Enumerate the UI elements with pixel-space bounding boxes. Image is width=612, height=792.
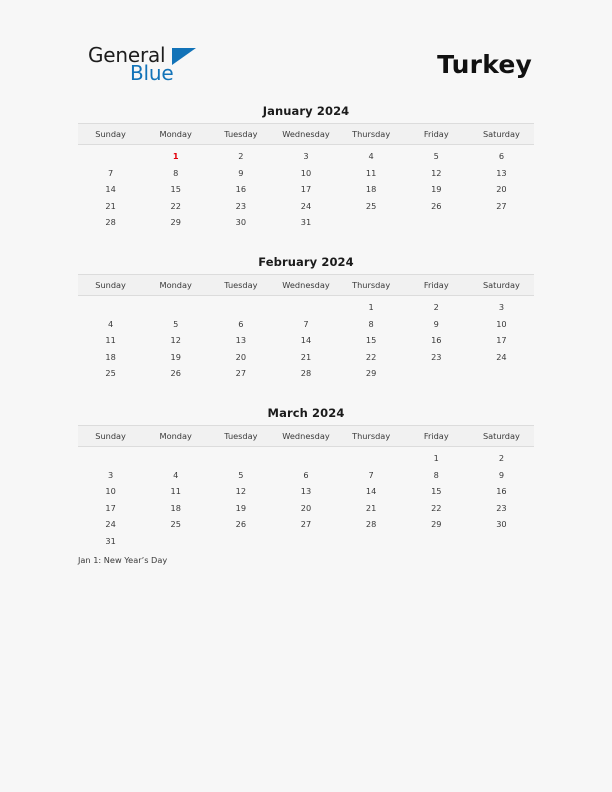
weekday-header-saturday: Saturday <box>469 124 534 145</box>
weekday-header-tuesday: Tuesday <box>208 274 273 295</box>
day-cell[interactable]: 27 <box>300 519 312 530</box>
weekday-header-tuesday: Tuesday <box>208 425 273 446</box>
day-cell[interactable]: 9 <box>498 469 505 480</box>
month-list <box>0 104 612 574</box>
day-cell[interactable]: 9 <box>433 318 439 329</box>
weekday-header-sunday: Sunday <box>78 274 143 295</box>
day-cell[interactable]: 2 <box>498 452 505 463</box>
day-cell[interactable]: 29 <box>170 217 181 228</box>
weekday-header-saturday: Saturday <box>469 274 534 295</box>
day-cell-empty <box>208 295 273 315</box>
day-cell-empty <box>273 533 338 550</box>
week-row <box>78 165 534 182</box>
week-row <box>78 365 534 382</box>
month-block <box>78 406 534 550</box>
day-cell[interactable]: 18 <box>170 502 181 513</box>
day-cell[interactable]: 21 <box>300 351 312 362</box>
day-cell[interactable]: 18 <box>365 184 377 195</box>
page-header <box>0 38 612 96</box>
day-cell[interactable]: 11 <box>170 486 181 497</box>
weekday-header-wednesday: Wednesday <box>273 274 338 295</box>
day-cell-empty <box>78 295 143 315</box>
day-cell[interactable]: 24 <box>105 519 116 530</box>
day-cell-empty <box>273 295 338 315</box>
day-cell[interactable]: 25 <box>170 519 181 530</box>
day-cell-empty <box>339 533 404 550</box>
day-cell-empty <box>143 295 208 315</box>
day-cell[interactable]: 22 <box>431 502 442 513</box>
day-cell[interactable]: 23 <box>235 200 247 211</box>
day-cell[interactable]: 24 <box>300 200 312 211</box>
day-cell[interactable]: 22 <box>365 351 377 362</box>
day-cell[interactable]: 22 <box>170 200 181 211</box>
day-cell-empty <box>339 446 404 466</box>
week-row <box>78 198 534 215</box>
day-cell[interactable]: 8 <box>433 469 439 480</box>
day-cell-empty <box>339 214 404 231</box>
day-cell[interactable]: 25 <box>365 200 377 211</box>
day-cell[interactable]: 23 <box>431 351 442 362</box>
weekday-header-monday: Monday <box>143 425 208 446</box>
day-cell[interactable]: 27 <box>235 368 247 379</box>
day-cell[interactable]: 21 <box>105 200 116 211</box>
weekday-header-monday: Monday <box>143 274 208 295</box>
weekday-header-tuesday: Tuesday <box>208 124 273 145</box>
month-block <box>78 104 534 231</box>
day-cell[interactable]: 16 <box>431 335 442 346</box>
weekday-header-thursday: Thursday <box>339 124 404 145</box>
weekday-header-friday: Friday <box>404 425 469 446</box>
weekday-header-saturday: Saturday <box>469 425 534 446</box>
weekday-header-monday: Monday <box>143 124 208 145</box>
weekday-header-thursday: Thursday <box>339 274 404 295</box>
weekday-header-wednesday: Wednesday <box>273 124 338 145</box>
day-cell[interactable]: 28 <box>365 519 377 530</box>
day-cell[interactable]: 19 <box>431 184 442 195</box>
day-cell[interactable]: 26 <box>170 368 181 379</box>
day-cell[interactable]: 14 <box>105 184 116 195</box>
day-cell[interactable]: 30 <box>496 519 507 530</box>
week-row <box>78 181 534 198</box>
day-cell[interactable]: 14 <box>300 335 312 346</box>
holiday-note: Jan 1: New Year’s Day <box>78 555 168 565</box>
day-cell[interactable]: 2 <box>433 301 439 312</box>
day-cell[interactable]: 10 <box>300 167 312 178</box>
day-cell-empty <box>208 533 273 550</box>
day-cell[interactable]: 16 <box>496 486 507 497</box>
day-cell[interactable]: 5 <box>173 318 179 329</box>
day-cell[interactable]: 3 <box>107 469 114 480</box>
month-title: February 2024 <box>258 254 354 269</box>
day-cell[interactable]: 28 <box>300 368 312 379</box>
month-title: March 2024 <box>267 405 345 420</box>
logo-text-blue: Blue <box>130 61 174 85</box>
day-cell[interactable]: 31 <box>105 535 116 546</box>
week-row <box>78 316 534 333</box>
week-row <box>78 516 534 533</box>
week-row <box>78 332 534 349</box>
day-cell[interactable]: 28 <box>105 217 116 228</box>
page-title: Turkey <box>437 50 532 79</box>
day-cell[interactable]: 24 <box>496 351 507 362</box>
day-cell[interactable]: 25 <box>105 368 116 379</box>
week-row <box>78 295 534 315</box>
day-cell[interactable]: 23 <box>496 502 507 513</box>
holiday-notes <box>78 554 534 567</box>
day-cell[interactable]: 30 <box>235 217 247 228</box>
day-cell[interactable]: 7 <box>107 167 114 178</box>
day-cell[interactable]: 4 <box>173 469 179 480</box>
day-cell[interactable]: 3 <box>498 301 505 312</box>
day-cell[interactable]: 12 <box>170 335 181 346</box>
weekday-header-sunday: Sunday <box>78 124 143 145</box>
week-row <box>78 467 534 484</box>
day-cell[interactable]: 1 <box>368 301 374 312</box>
day-cell-empty <box>469 365 534 382</box>
day-cell[interactable]: 3 <box>303 151 309 161</box>
month-block <box>78 255 534 382</box>
day-cell-empty <box>469 214 534 231</box>
weekday-header-thursday: Thursday <box>339 425 404 446</box>
day-cell[interactable]: 21 <box>365 502 377 513</box>
weekday-header-row <box>78 124 534 145</box>
week-row <box>78 500 534 517</box>
day-cell-empty <box>143 533 208 550</box>
day-cell[interactable]: 5 <box>433 151 439 161</box>
month-title: January 2024 <box>262 104 350 118</box>
general-blue-logo <box>88 44 218 90</box>
day-cell[interactable]: 11 <box>105 335 116 346</box>
weekday-header-friday: Friday <box>404 274 469 295</box>
day-cell[interactable]: 4 <box>368 151 374 161</box>
day-cell-empty <box>469 533 534 550</box>
day-cell[interactable]: 6 <box>498 151 505 161</box>
day-cell[interactable]: 15 <box>365 335 377 346</box>
day-cell[interactable]: 15 <box>431 486 442 497</box>
week-row <box>78 145 534 165</box>
day-cell-empty <box>273 446 338 466</box>
day-cell[interactable]: 4 <box>107 318 114 329</box>
logo-text-general: General <box>88 43 166 67</box>
day-cell-empty <box>208 446 273 466</box>
day-cell[interactable]: 5 <box>238 469 244 480</box>
day-cell[interactable]: 17 <box>496 335 507 346</box>
day-cell[interactable]: 7 <box>368 469 374 480</box>
day-cell[interactable]: 20 <box>496 184 507 195</box>
month-table <box>78 425 534 550</box>
day-cell[interactable]: 12 <box>235 486 247 497</box>
day-cell[interactable]: 8 <box>368 318 374 329</box>
day-cell-empty <box>404 365 469 382</box>
day-cell[interactable]: 14 <box>365 486 377 497</box>
day-cell[interactable]: 12 <box>431 167 442 178</box>
month-table <box>78 123 534 231</box>
weekday-header-row <box>78 425 534 446</box>
day-cell[interactable]: 26 <box>235 519 247 530</box>
day-cell[interactable]: 20 <box>235 351 247 362</box>
day-cell[interactable]: 31 <box>300 217 312 228</box>
week-row <box>78 533 534 550</box>
weekday-header-sunday: Sunday <box>78 425 143 446</box>
logo-triangle-icon <box>172 48 196 65</box>
day-cell[interactable]: 8 <box>173 167 179 178</box>
day-cell[interactable]: 10 <box>496 318 507 329</box>
day-cell[interactable]: 16 <box>235 184 247 195</box>
weekday-header-friday: Friday <box>404 124 469 145</box>
day-cell[interactable]: 26 <box>431 200 442 211</box>
day-cell[interactable]: 19 <box>170 351 181 362</box>
day-cell[interactable]: 9 <box>238 167 244 178</box>
week-row <box>78 349 534 366</box>
day-cell[interactable]: 29 <box>365 368 377 379</box>
day-cell[interactable]: 17 <box>105 502 116 513</box>
day-cell-holiday[interactable]: 1 <box>172 151 179 161</box>
day-cell[interactable]: 11 <box>365 167 377 178</box>
day-cell-empty <box>404 214 469 231</box>
day-cell[interactable]: 13 <box>235 335 247 346</box>
day-cell[interactable]: 2 <box>238 151 244 161</box>
day-cell[interactable]: 6 <box>238 318 244 329</box>
weekday-header-wednesday: Wednesday <box>273 425 338 446</box>
week-row <box>78 483 534 500</box>
month-table <box>78 274 534 382</box>
day-cell-empty <box>78 446 143 466</box>
day-cell[interactable]: 18 <box>105 351 116 362</box>
day-cell-empty <box>143 446 208 466</box>
day-cell[interactable]: 17 <box>300 184 312 195</box>
day-cell[interactable]: 10 <box>105 486 116 497</box>
day-cell[interactable]: 20 <box>300 502 312 513</box>
day-cell[interactable]: 13 <box>496 167 507 178</box>
day-cell[interactable]: 1 <box>433 452 439 463</box>
day-cell[interactable]: 19 <box>235 502 247 513</box>
day-cell[interactable]: 15 <box>170 184 181 195</box>
day-cell[interactable]: 27 <box>496 200 507 211</box>
day-cell[interactable]: 6 <box>303 469 309 480</box>
day-cell[interactable]: 13 <box>300 486 312 497</box>
day-cell[interactable]: 29 <box>431 519 442 530</box>
day-cell-empty <box>78 145 143 165</box>
weekday-header-row <box>78 274 534 295</box>
week-row <box>78 446 534 466</box>
week-row <box>78 214 534 231</box>
day-cell-empty <box>404 533 469 550</box>
day-cell[interactable]: 7 <box>303 318 309 329</box>
